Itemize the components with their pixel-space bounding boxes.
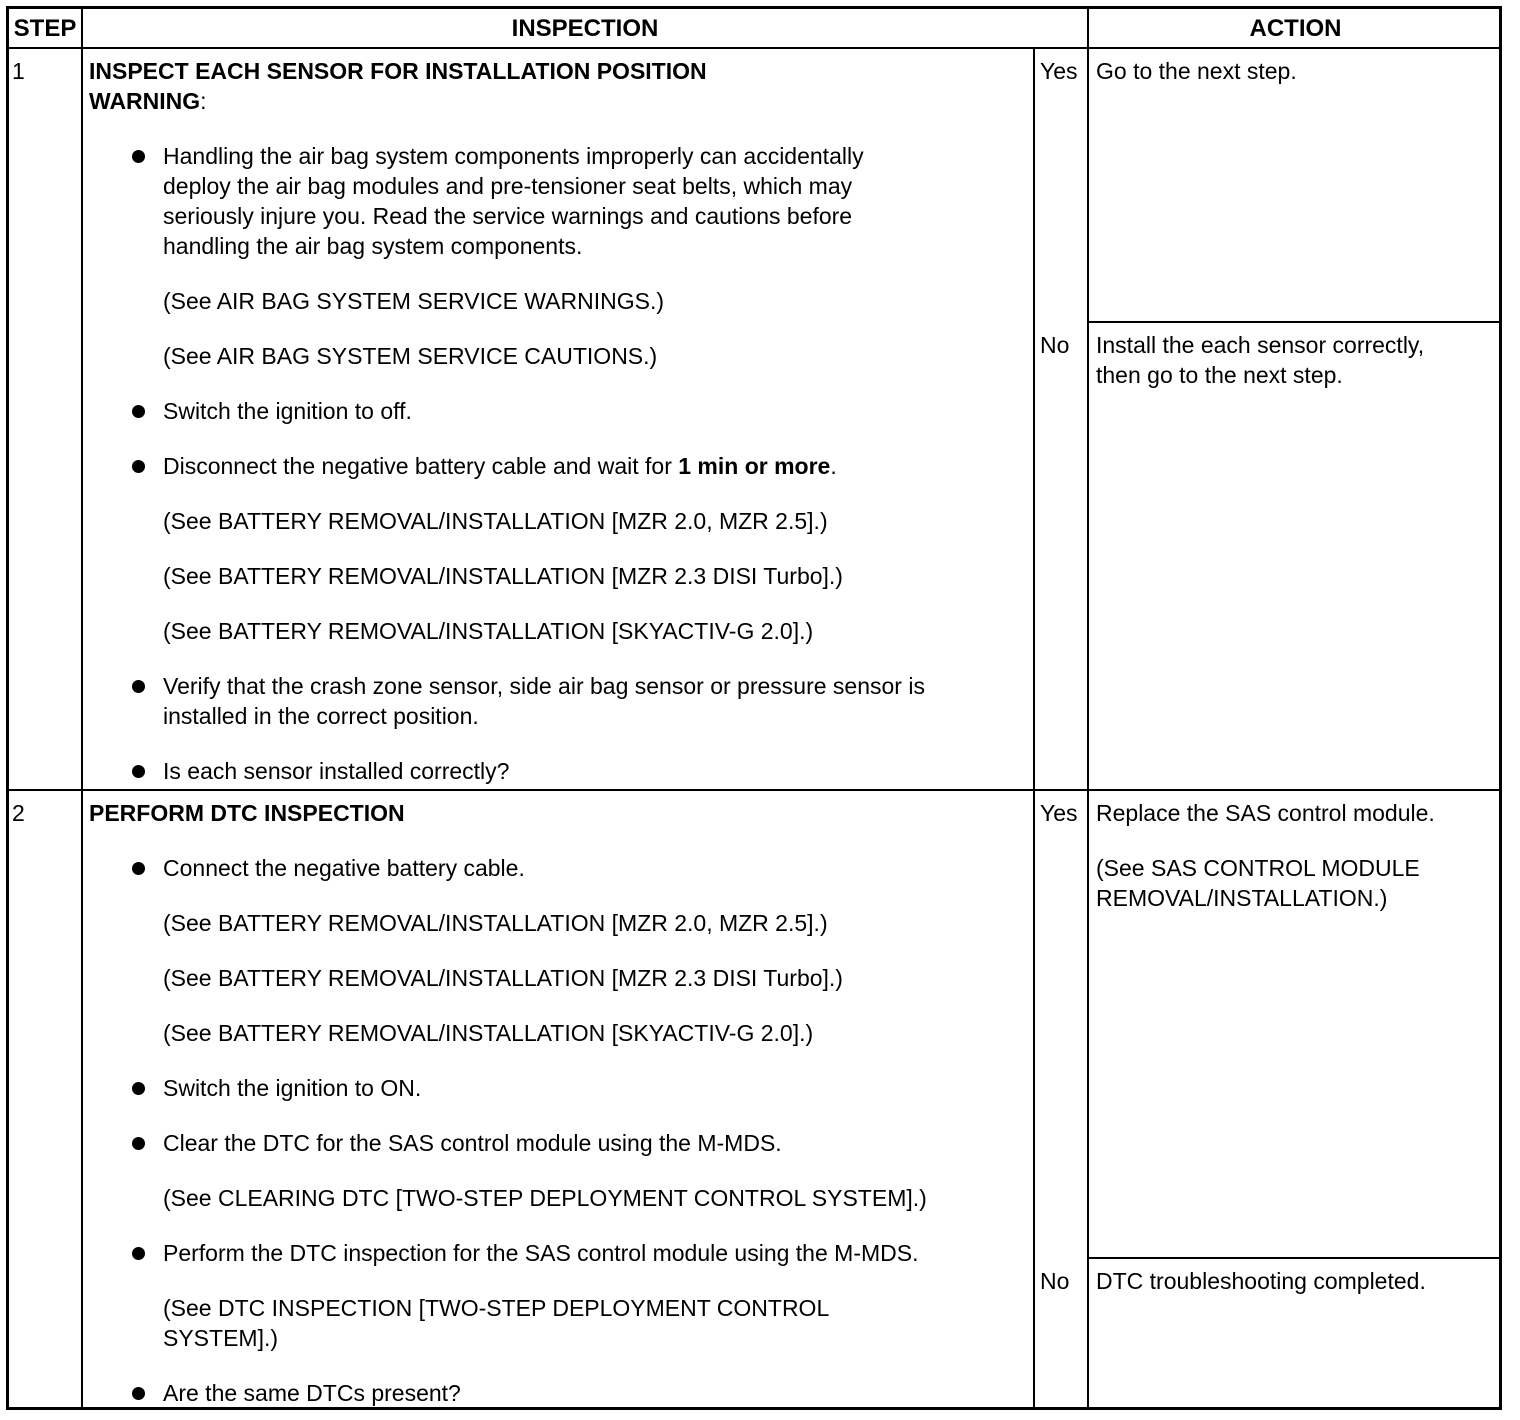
header-action: ACTION bbox=[1249, 15, 1342, 42]
bullet-icon bbox=[132, 862, 145, 875]
bullet-icon bbox=[132, 765, 145, 778]
no-action: DTC troubleshooting completed. bbox=[1096, 1268, 1426, 1294]
inspection-title: PERFORM DTC INSPECTION bbox=[89, 800, 405, 826]
list-item: Clear the DTC for the SAS control module using the M-MDS. bbox=[163, 1130, 782, 1156]
header-inspection: INSPECTION bbox=[511, 15, 659, 42]
reference-text: (See BATTERY REMOVAL/INSTALLATION [MZR 2.3 DISI Turbo].) bbox=[163, 563, 843, 589]
bullet-icon bbox=[132, 1247, 145, 1260]
no-action: Install the each sensor correctly, then go to the next step. bbox=[1096, 332, 1425, 388]
list-item-period: . bbox=[830, 453, 837, 479]
reference-text: (See DTC INSPECTION [TWO-STEP DEPLOYMENT CONTROL SYSTEM].) bbox=[163, 1295, 830, 1351]
bullet-icon bbox=[132, 680, 145, 693]
row1-yes-no-divider bbox=[1088, 321, 1502, 323]
reference-text: (See AIR BAG SYSTEM SERVICE CAUTIONS.) bbox=[163, 343, 658, 369]
list-item: Perform the DTC inspection for the SAS control module using the M-MDS. bbox=[163, 1240, 919, 1266]
reference-text: (See CLEARING DTC [TWO-STEP DEPLOYMENT CONTROL SYSTEM].) bbox=[163, 1185, 927, 1211]
reference-text: (See BATTERY REMOVAL/INSTALLATION [SKYACTIV-G 2.0].) bbox=[163, 618, 814, 644]
warning-heading bbox=[89, 86, 207, 116]
reference-text: (See BATTERY REMOVAL/INSTALLATION [MZR 2.3 DISI Turbo].) bbox=[163, 965, 843, 991]
row2-yes-no-divider bbox=[1088, 1257, 1502, 1259]
bullet-icon bbox=[132, 460, 145, 473]
step-number: 2 bbox=[12, 800, 25, 826]
list-item: Switch the ignition to ON. bbox=[163, 1075, 422, 1101]
question-text: Are the same DTCs present? bbox=[163, 1380, 461, 1406]
warning-colon: : bbox=[200, 88, 207, 114]
step-number: 1 bbox=[12, 58, 25, 84]
reference-text: (See BATTERY REMOVAL/INSTALLATION [MZR 2.0, MZR 2.5].) bbox=[163, 508, 828, 534]
yes-action: Replace the SAS control module. bbox=[1096, 800, 1435, 826]
answer-column-divider bbox=[1033, 47, 1035, 1410]
inspection-title: INSPECT EACH SENSOR FOR INSTALLATION POSITION bbox=[89, 58, 707, 84]
reference-text: (See BATTERY REMOVAL/INSTALLATION [SKYACTIV-G 2.0].) bbox=[163, 1020, 814, 1046]
yes-action: Go to the next step. bbox=[1096, 58, 1297, 84]
bullet-icon bbox=[132, 1137, 145, 1150]
row-divider bbox=[6, 789, 1502, 791]
yes-label: Yes bbox=[1040, 800, 1078, 826]
list-item: Switch the ignition to off. bbox=[163, 398, 412, 424]
warning-label: WARNING bbox=[89, 88, 201, 114]
wait-time: 1 min or more bbox=[678, 453, 831, 479]
reference-text: (See BATTERY REMOVAL/INSTALLATION [MZR 2.0, MZR 2.5].) bbox=[163, 910, 828, 936]
step-column-divider bbox=[81, 6, 83, 1410]
bullet-icon bbox=[132, 405, 145, 418]
header-step: STEP bbox=[13, 15, 77, 42]
reference-text: (See AIR BAG SYSTEM SERVICE WARNINGS.) bbox=[163, 288, 665, 314]
no-label: No bbox=[1040, 332, 1070, 358]
list-item: Handling the air bag system components improperly can accidentally deploy the air bag modules and pre-tensioner seat belts, which may seriously injure you. Read the service warnings and cautions before handling the air bag system components. bbox=[163, 143, 864, 259]
yes-action-reference: (See SAS CONTROL MODULE REMOVAL/INSTALLATION.) bbox=[1096, 855, 1420, 911]
yes-label: Yes bbox=[1040, 58, 1078, 84]
bullet-icon bbox=[132, 1082, 145, 1095]
list-item: Verify that the crash zone sensor, side air bag sensor or pressure sensor is installed in the correct position. bbox=[163, 673, 925, 729]
no-label: No bbox=[1040, 1268, 1070, 1294]
bullet-icon bbox=[132, 150, 145, 163]
list-item bbox=[163, 451, 837, 481]
list-item: Connect the negative battery cable. bbox=[163, 855, 525, 881]
list-item-text: Disconnect the negative battery cable and wait for bbox=[163, 453, 679, 479]
action-column-divider bbox=[1087, 6, 1089, 1410]
bullet-icon bbox=[132, 1387, 145, 1400]
question-text: Is each sensor installed correctly? bbox=[163, 758, 510, 784]
